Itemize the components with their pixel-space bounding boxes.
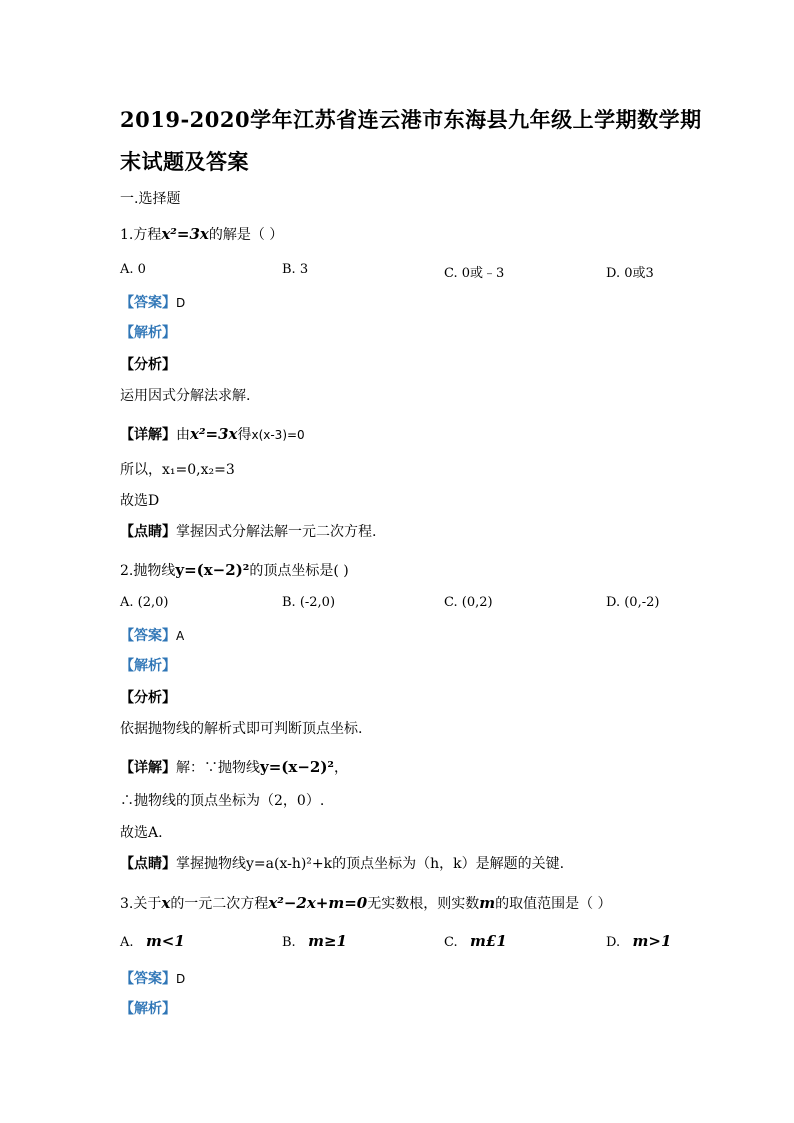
q3-option-d: D. m>1 <box>606 932 672 950</box>
doc-title-line-2: 末试题及答案 <box>120 149 249 174</box>
q2-prefix: 2.抛物线 <box>120 563 176 579</box>
xiangjie-pre: 由 <box>176 427 190 443</box>
xiangjie-tag: 【详解】 <box>120 760 176 776</box>
q2-suffix: 的顶点坐标是( ) <box>249 563 349 579</box>
q1-xiangjie <box>120 424 305 444</box>
doc-title-line-1: 2019-2020学年江苏省连云港市东海县九年级上学期数学期 <box>120 107 702 132</box>
q3-mid: 的一元二次方程 <box>170 896 269 912</box>
xiangjie-post: ， <box>334 760 348 776</box>
answer-tag: 【答案】 <box>120 628 176 644</box>
q3-answer <box>120 968 185 988</box>
q1-prefix: 1.方程 <box>120 227 162 243</box>
q1-option-a: A. 0 <box>120 262 146 277</box>
question-2 <box>120 560 349 580</box>
dianjing-tag: 【点睛】 <box>120 524 176 540</box>
q3-option-a-expr: m<1 <box>145 932 185 950</box>
q2-option-c: C. (0,2) <box>444 595 493 610</box>
q1-option-b: B. 3 <box>282 262 309 277</box>
xiangjie-equation: x²=3x <box>190 425 238 443</box>
q2-therefore: ∴抛物线的顶点坐标为（2，0）. <box>120 793 325 809</box>
q2-jiexi-tag: 【解析】 <box>120 658 176 674</box>
xiangjie-pre: 解：∵抛物线 <box>176 760 260 776</box>
q3-option-d-expr: m>1 <box>632 932 672 950</box>
q2-option-b: B. (-2,0) <box>282 595 336 610</box>
dianjing-text: 掌握抛物线y=a(x-h)²+k的顶点坐标为（h，k）是解题的关键. <box>176 856 565 872</box>
q1-answer <box>120 292 185 312</box>
answer-value: D <box>176 972 186 986</box>
question-1 <box>120 224 283 244</box>
q1-jiexi-tag: 【解析】 <box>120 325 176 341</box>
q1-fenxi-text: 运用因式分解法求解. <box>120 388 251 404</box>
q2-xiangjie <box>120 757 348 777</box>
answer-value: D <box>176 296 186 310</box>
q1-suffix: 的解是（ ） <box>208 227 284 243</box>
q3-var-m: m <box>479 894 496 912</box>
q1-guxuan: 故选D <box>120 493 160 509</box>
xiangjie-tag: 【详解】 <box>120 427 176 443</box>
answer-tag: 【答案】 <box>120 295 176 311</box>
q3-option-c: C. m£1 <box>444 932 507 950</box>
answer-tag: 【答案】 <box>120 971 176 987</box>
q3-prefix: 3.关于 <box>120 896 162 912</box>
dianjing-text: 掌握因式分解法解一元二次方程. <box>176 524 377 540</box>
q3-var-x: x <box>161 894 171 912</box>
q3-post1: 无实数根，则实数 <box>367 896 480 912</box>
q1-suoyi: 所以，x₁=0,x₂=3 <box>120 462 235 478</box>
xiangjie-equation: y=(x−2)² <box>260 758 334 776</box>
xiangjie-mid: 得 <box>237 427 252 443</box>
q2-fenxi-text: 依据抛物线的解析式即可判断顶点坐标. <box>120 721 363 737</box>
q1-option-d: D. 0或3 <box>606 266 654 281</box>
q3-option-b: B. m≥1 <box>282 932 347 950</box>
q3-post2: 的取值范围是（ ） <box>495 896 612 912</box>
q1-option-c: C. 0或﹣3 <box>444 266 505 281</box>
q2-option-d: D. (0,-2) <box>606 595 660 610</box>
q1-dianjing <box>120 521 376 541</box>
q3-option-a: A. m<1 <box>120 932 185 950</box>
q3-jiexi-tag: 【解析】 <box>120 1001 176 1017</box>
q2-equation: y=(x−2)² <box>175 561 250 579</box>
q3-option-c-expr: m£1 <box>470 932 507 950</box>
question-3 <box>120 893 612 913</box>
xiangjie-result: x(x-3)=0 <box>251 428 305 442</box>
q1-equation: x²=3x <box>161 225 209 243</box>
q2-dianjing <box>120 853 564 873</box>
q2-fenxi-tag: 【分析】 <box>120 690 176 706</box>
answer-value: A <box>176 629 185 643</box>
q3-option-b-expr: m≥1 <box>308 932 347 950</box>
q2-option-a: A. (2,0) <box>120 595 169 610</box>
q2-answer <box>120 625 184 645</box>
q2-guxuan: 故选A. <box>120 825 163 841</box>
dianjing-tag: 【点睛】 <box>120 856 176 872</box>
q3-equation: x²−2x+m=0 <box>268 894 368 912</box>
q1-fenxi-tag: 【分析】 <box>120 357 176 373</box>
section-heading: 一.选择题 <box>120 191 181 207</box>
